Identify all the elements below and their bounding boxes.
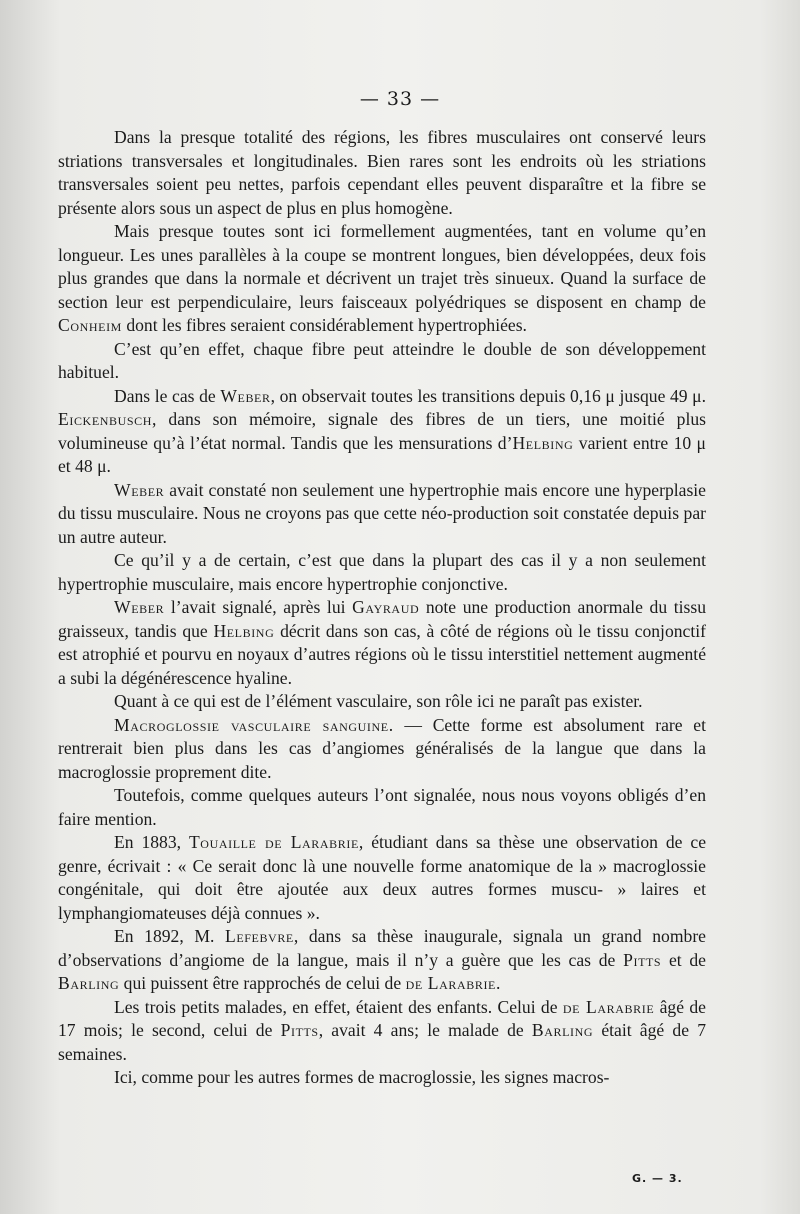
text-run: varient entre 10 μ et 48 μ. — [58, 432, 706, 476]
text-run: Quant à ce qui est de l’élément vasculaire, son rôle ici ne paraît pas exister. — [114, 691, 643, 711]
text-run: , dans son mémoire, signale des fibres de un tiers, une moitié plus volumineuse qu’à l’état normal. Tandis que les mensurations d’ — [58, 409, 706, 453]
author-name: Touaille de Larabrie — [188, 832, 359, 852]
body-text — [58, 126, 706, 1090]
text-run: Dans le cas de — [114, 385, 221, 406]
paragraph — [58, 925, 706, 996]
author-name: Eickenbusch — [58, 409, 153, 429]
text-run: , on observait toutes les transitions depuis 0,16 μ jusque 49 μ. — [270, 385, 706, 406]
printer-signature-mark: G. — 3. — [632, 1172, 683, 1185]
author-name: Weber — [114, 597, 165, 617]
paragraph — [58, 549, 706, 596]
author-name: Gayraud — [352, 597, 420, 617]
text-run: décrit dans son cas, à côté de régions où le tissu conjonctif est atrophié et pourvu en noyaux d’autres régions où le tissu interstitiel nettement augmenté a subi la dégénérescence hyaline. — [58, 620, 706, 688]
author-name: Barling — [531, 1020, 594, 1040]
text-run: Les trois petits malades, en effet, étaient des enfants. Celui de — [114, 996, 563, 1017]
author-name: Helbing — [512, 432, 574, 453]
text-run: dont les fibres seraient considérablement hypertrophiées. — [121, 315, 527, 335]
paragraph — [58, 996, 706, 1067]
author-name: de Larabrie — [405, 973, 496, 993]
text-run: C’est qu’en effet, chaque fibre peut atteindre le double de son développement habituel. — [58, 338, 706, 382]
paragraph — [58, 338, 706, 385]
author-name: Helbing — [213, 620, 275, 641]
text-run: En 1883, — [114, 832, 189, 852]
paragraph — [58, 690, 706, 714]
author-name: Macroglossie vasculaire sanguine. — [114, 714, 394, 735]
text-run: En 1892, M. — [114, 926, 225, 946]
paragraph — [58, 385, 706, 479]
author-name: Pitts — [623, 949, 662, 970]
text-run: était âgé de 7 semaines. — [58, 1020, 706, 1064]
author-name: de Larabrie — [562, 996, 655, 1017]
text-run: et de — [661, 949, 706, 970]
author-name: Pitts — [280, 1020, 319, 1040]
paragraph — [58, 596, 706, 690]
author-name: Barling — [58, 973, 120, 993]
text-run: âgé de 17 mois; le second, celui de — [58, 996, 706, 1040]
paragraph — [58, 1066, 706, 1090]
paragraph — [58, 784, 706, 831]
paragraph — [58, 479, 706, 550]
paragraph — [58, 220, 706, 338]
text-run: Dans la presque totalité des régions, les fibres musculaires ont conservé leurs striations transversales et longitudinales. Bien rares sont les endroits où les striations transversales soient peu nettes, parfois cependant elles peuvent disparaître et la fibre se présente alors sous un aspect de plus en plus homogène. — [58, 127, 706, 218]
text-run: note une production anormale du tissu graisseux, tandis que — [58, 597, 706, 641]
text-run: Ce qu’il y a de certain, c’est que dans la plupart des cas il y a non seulement hypertrophie musculaire, mais encore hypertrophie conjonctive. — [58, 550, 706, 594]
text-run: l’avait signalé, après lui — [164, 597, 353, 617]
paragraph — [58, 831, 706, 925]
text-run: Ici, comme pour les autres formes de macroglossie, les signes macros- — [114, 1067, 610, 1087]
author-name: Weber — [114, 479, 165, 500]
paragraph — [58, 126, 706, 220]
text-run: qui puissent être rapprochés de celui de — [119, 973, 406, 993]
text-run: , dans sa thèse inaugurale, signala un grand nombre d’observations d’angiome de la langue, mais il n’y a guère que les cas de — [58, 926, 706, 970]
text-run: — Cette forme est absolument rare et rentrerait bien plus dans les cas d’angiomes généralisés de la langue que dans la macroglossie proprement dite. — [58, 714, 706, 782]
author-name: Lefebvre — [224, 926, 294, 946]
text-run: . — [495, 973, 501, 993]
text-run: , avait 4 ans; le malade de — [318, 1020, 532, 1040]
paragraph — [58, 714, 706, 785]
text-run: Toutefois, comme quelques auteurs l’ont signalée, nous nous voyons obligés d’en faire mention. — [58, 785, 706, 829]
page-number: — 33 — — [359, 88, 441, 110]
author-name: Weber — [220, 385, 271, 406]
text-run: , étudiant dans sa thèse une observation de ce genre, écrivait : « Ce serait donc là une nouvelle forme anatomique de la » macroglossie congénitale, qui doit être ajoutée aux deux autres formes muscu- » laires et lymphangiomateuses déjà connues ». — [58, 832, 706, 923]
text-run: avait constaté non seulement une hypertrophie mais encore une hyperplasie du tissu musculaire. Nous ne croyons pas que cette néo-production soit constatée depuis par un autre auteur. — [58, 479, 706, 547]
text-run: Mais presque toutes sont ici formellement augmentées, tant en volume qu’en longueur. Les unes parallèles à la coupe se montrent longues, bien développées, deux fois plus grandes que dans la normale et décrivent un trajet très sinueux. Quand la surface de section leur est perpendiculaire, leurs faisceaux polyédriques se disposent en champ de — [58, 221, 706, 312]
author-name: Conheim — [58, 315, 122, 335]
